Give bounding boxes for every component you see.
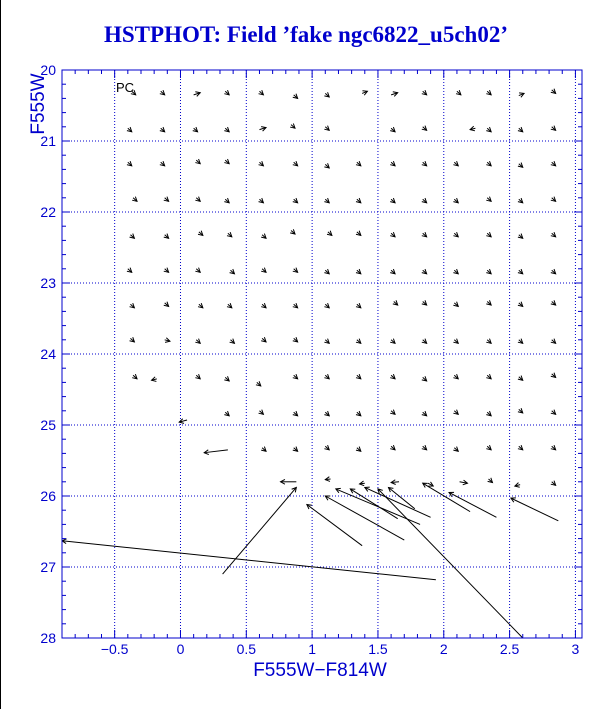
grid-lines: [62, 70, 582, 638]
displacement-arrow: [518, 376, 523, 381]
y-tick-label: 28: [40, 630, 56, 646]
y-tick-label: 24: [40, 346, 56, 362]
displacement-arrow: [518, 339, 523, 344]
displacement-arrow: [356, 269, 361, 274]
displacement-arrow: [428, 482, 433, 486]
displacement-arrow: [422, 198, 427, 203]
displacement-arrow: [486, 232, 491, 237]
displacement-arrow: [360, 481, 365, 486]
displacement-arrow: [453, 302, 458, 307]
displacement-arrow: [230, 339, 235, 344]
displacement-arrow: [224, 198, 229, 203]
displacement-arrow: [515, 483, 520, 488]
displacement-arrow: [227, 232, 232, 237]
displacement-arrow: [388, 487, 414, 508]
displacement-arrow: [390, 339, 395, 344]
displacement-arrow: [551, 373, 556, 378]
displacement-arrow: [518, 269, 523, 274]
displacement-arrow: [164, 197, 169, 202]
displacement-arrow: [551, 410, 556, 415]
displacement-arrow: [486, 269, 491, 274]
x-axis-title: F555W−F814W: [253, 660, 387, 681]
displacement-arrow: [227, 303, 232, 308]
displacement-arrow: [224, 90, 229, 95]
displacement-arrow: [293, 411, 298, 416]
displacement-arrow: [281, 479, 297, 484]
displacement-arrow: [293, 303, 298, 308]
displacement-arrow: [164, 234, 169, 239]
displacement-arrow: [293, 198, 298, 203]
displacement-arrow: [164, 302, 169, 307]
displacement-arrow: [422, 269, 427, 274]
displacement-arrow: [422, 300, 427, 305]
displacement-arrow: [195, 159, 200, 164]
displacement-arrow: [324, 198, 329, 203]
displacement-arrow: [391, 480, 399, 485]
displacement-arrow: [259, 127, 266, 132]
y-tick-label: 23: [40, 275, 56, 291]
x-tick-label: 2.5: [499, 641, 520, 657]
displacement-arrow: [551, 481, 556, 486]
x-axis-ticks: [62, 70, 580, 657]
y-tick-label: 20: [40, 62, 56, 78]
displacement-arrow: [422, 232, 427, 237]
displacement-arrow: [486, 127, 491, 132]
displacement-arrow: [551, 126, 556, 131]
displacement-arrow: [390, 410, 395, 415]
displacement-arrow: [293, 337, 298, 342]
x-tick-label: 0: [176, 641, 185, 657]
displacement-arrow: [324, 92, 329, 97]
x-tick-label: 0.5: [236, 641, 257, 657]
displacement-arrow: [390, 269, 395, 274]
displacement-arrow: [551, 300, 556, 305]
displacement-arrow: [195, 374, 200, 379]
displacement-arrow: [259, 410, 264, 415]
displacement-arrow: [486, 197, 491, 202]
displacement-arrow: [62, 539, 436, 580]
displacement-arrow: [551, 161, 556, 166]
displacement-arrow: [130, 337, 135, 342]
displacement-arrow: [486, 339, 491, 344]
displacement-arrow: [422, 339, 427, 344]
y-tick-label: 25: [40, 417, 56, 433]
displacement-arrow: [165, 338, 170, 343]
displacement-arrow: [256, 381, 261, 386]
displacement-arrow: [261, 268, 266, 273]
displacement-arrow: [453, 447, 458, 452]
displacement-arrow: [422, 161, 427, 166]
displacement-arrow: [132, 374, 137, 379]
displacement-arrow: [551, 445, 556, 450]
displacement-arrow: [486, 445, 491, 450]
displacement-arrow: [422, 126, 427, 131]
displacement-arrow: [160, 127, 165, 132]
displacement-arrow: [422, 90, 427, 95]
displacement-arrow: [224, 411, 229, 416]
displacement-arrow: [551, 232, 556, 237]
displacement-arrow: [488, 478, 493, 483]
displacement-arrow: [230, 269, 235, 274]
displacement-arrow: [518, 408, 523, 413]
displacement-arrow: [261, 447, 266, 452]
displacement-arrow: [127, 268, 132, 273]
displacement-arrow: [224, 376, 229, 381]
displacement-arrow: [204, 450, 228, 455]
displacement-arrow: [195, 197, 200, 202]
displacement-arrow: [293, 447, 298, 452]
displacement-arrow: [179, 419, 187, 424]
displacement-arrow: [453, 198, 458, 203]
displacement-arrow: [259, 161, 264, 166]
displacement-arrow: [362, 91, 367, 95]
displacement-arrow: [486, 374, 491, 379]
displacement-arrow: [307, 505, 362, 546]
displacement-arrow: [453, 374, 458, 379]
displacement-arrow: [293, 268, 298, 273]
displacement-arrow: [551, 269, 556, 274]
displacement-arrow: [324, 411, 329, 416]
displacement-arrow: [393, 300, 398, 305]
displacement-arrow: [195, 268, 200, 273]
x-tick-label: 1.5: [368, 641, 388, 657]
displacement-arrow: [290, 229, 295, 234]
y-tick-label: 26: [40, 488, 56, 504]
displacement-arrow: [224, 127, 229, 132]
displacement-arrow: [486, 90, 491, 95]
displacement-arrow: [261, 337, 266, 342]
displacement-arrow: [325, 477, 330, 482]
displacement-arrow: [422, 376, 427, 381]
displacement-arrow: [195, 339, 200, 344]
displacement-arrow: [160, 161, 165, 166]
displacement-arrow: [261, 303, 266, 308]
displacement-arrow: [453, 161, 458, 166]
displacement-arrow: [356, 303, 361, 308]
displacement-arrow: [356, 198, 361, 203]
displacement-arrow: [356, 339, 361, 344]
displacement-arrow: [327, 231, 332, 236]
displacement-arrow: [551, 339, 556, 344]
displacement-arrow: [194, 92, 201, 97]
displacement-arrow: [486, 411, 491, 416]
displacement-arrow: [365, 487, 431, 517]
displacement-arrow: [259, 90, 264, 95]
displacement-arrow: [261, 234, 266, 239]
x-tick-label: 1: [308, 641, 317, 657]
displacement-arrow: [130, 234, 135, 239]
displacement-arrow: [293, 374, 298, 379]
displacement-arrow: [453, 339, 458, 344]
displacement-arrow: [460, 480, 468, 485]
displacement-arrow: [198, 231, 203, 236]
displacement-arrow: [293, 161, 298, 166]
displacement-arrow: [551, 197, 556, 202]
x-tick-label: −0.5: [100, 641, 129, 657]
displacement-arrow: [324, 339, 329, 344]
displacement-arrow: [518, 445, 523, 450]
displacement-arrow: [453, 269, 458, 274]
displacement-arrow: [391, 92, 398, 97]
displacement-arrow: [152, 377, 157, 382]
displacement-arrow: [324, 445, 329, 450]
displacement-arrow: [390, 198, 395, 203]
displacement-arrow: [324, 163, 329, 168]
displacement-arrow: [193, 127, 198, 132]
displacement-arrow: [224, 159, 229, 164]
y-tick-label: 21: [40, 133, 56, 149]
displacement-arrow: [518, 198, 523, 203]
displacement-arrow: [324, 269, 329, 274]
displacement-arrow: [518, 163, 523, 168]
displacement-arrow: [390, 127, 395, 132]
displacement-arrow: [453, 232, 458, 237]
y-axis-title: F555W: [28, 73, 49, 135]
displacement-arrow: [132, 197, 137, 202]
displacement-arrow: [456, 90, 461, 95]
displacement-arrow: [127, 127, 132, 132]
displacement-arrow: [259, 198, 264, 203]
displacement-arrow: [130, 303, 135, 308]
displacement-arrow: [324, 126, 329, 131]
panel-label: PC: [116, 80, 135, 95]
displacement-arrow: [356, 447, 361, 452]
displacement-arrow: [422, 411, 427, 416]
y-tick-label: 22: [40, 204, 56, 220]
y-tick-label: 27: [40, 559, 56, 575]
displacement-arrow: [551, 89, 556, 94]
displacement-arrow: [325, 496, 404, 540]
displacement-arrow: [390, 445, 395, 450]
x-tick-label: 3: [571, 641, 580, 657]
displacement-arrow: [324, 303, 329, 308]
displacement-arrow: [390, 374, 395, 379]
displacement-arrow: [356, 161, 361, 166]
displacement-arrow: [378, 489, 523, 638]
displacement-arrow: [453, 410, 458, 415]
displacement-arrow: [290, 124, 295, 129]
displacement-arrow: [518, 302, 523, 307]
displacement-arrow: [356, 411, 361, 416]
displacement-arrow: [324, 374, 329, 379]
displacement-arrow: [390, 161, 395, 166]
displacement-arrow: [518, 234, 523, 239]
displacement-arrow: [160, 90, 165, 95]
displacement-arrow: [486, 300, 491, 305]
displacement-arrow: [356, 231, 361, 236]
displacement-arrow: [518, 127, 523, 132]
displacement-arrow: [390, 232, 395, 237]
displacement-arrow: [356, 374, 361, 379]
displacement-arrow: [198, 303, 203, 308]
displacement-arrow: [449, 492, 496, 517]
chart-title: HSTPHOT: Field ’fake ngc6822_u5ch02’: [104, 22, 508, 47]
displacement-arrow: [470, 126, 475, 131]
x-tick-label: 2: [439, 641, 448, 657]
displacement-arrow: [511, 498, 558, 521]
displacement-arrow: [519, 93, 524, 97]
displacement-arrow: [486, 161, 491, 166]
displacement-arrow: [423, 483, 470, 511]
displacement-arrow: [127, 161, 132, 166]
arrow-field: [62, 89, 558, 638]
displacement-arrow: [293, 94, 298, 99]
displacement-arrow: [164, 268, 169, 273]
displacement-arrow: [422, 445, 427, 450]
